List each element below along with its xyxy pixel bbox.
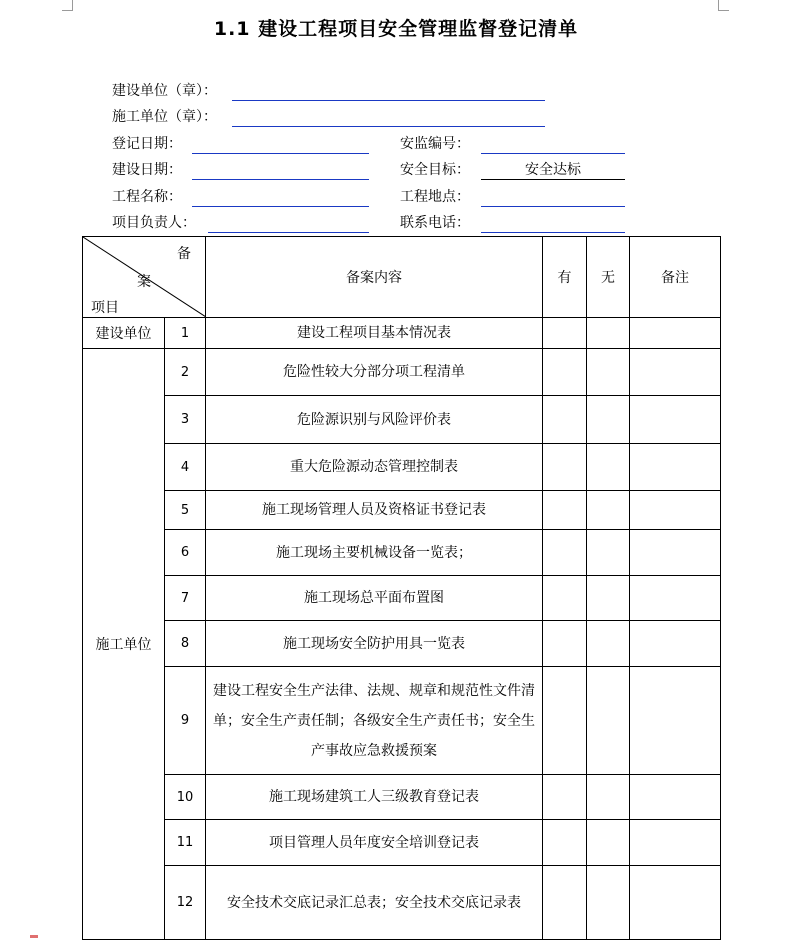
safety-code-label: 安监编号： xyxy=(400,136,470,152)
group-contractor: 施工单位 xyxy=(83,349,165,940)
table-row xyxy=(83,444,721,491)
no-cell[interactable] xyxy=(587,530,630,576)
row-content: 施工现场管理人员及资格证书登记表 xyxy=(206,491,543,530)
remark-cell[interactable] xyxy=(630,775,721,820)
project-site-field[interactable] xyxy=(481,188,625,207)
project-site-label: 工程地点： xyxy=(400,189,470,205)
yes-cell[interactable] xyxy=(543,775,587,820)
row-number: 6 xyxy=(165,530,206,576)
project-manager-label: 项目负责人： xyxy=(112,215,196,231)
table-row xyxy=(83,866,721,940)
yes-cell[interactable] xyxy=(543,318,587,349)
contractor-unit-field[interactable] xyxy=(232,108,545,127)
no-cell[interactable] xyxy=(587,444,630,491)
row-content: 施工现场建筑工人三级教育登记表 xyxy=(206,775,543,820)
row-content: 建设工程安全生产法律、法规、规章和规范性文件清单；安全生产责任制；各级安全生产责任书；安全生产事故应急救援预案 xyxy=(206,667,543,775)
no-cell[interactable] xyxy=(587,576,630,621)
margin-corner-left xyxy=(62,0,73,11)
row-content: 施工现场安全防护用具一览表 xyxy=(206,621,543,667)
row-content: 重大危险源动态管理控制表 xyxy=(206,444,543,491)
no-cell[interactable] xyxy=(587,396,630,444)
table-row xyxy=(83,396,721,444)
row-number: 11 xyxy=(165,820,206,866)
header-content: 备案内容 xyxy=(206,237,543,318)
no-cell[interactable] xyxy=(587,318,630,349)
row-content: 危险性较大分部分项工程清单 xyxy=(206,349,543,396)
row-number: 5 xyxy=(165,491,206,530)
remark-cell[interactable] xyxy=(630,396,721,444)
no-cell[interactable] xyxy=(587,866,630,940)
diag-label-top: 备 xyxy=(177,246,191,262)
remark-cell[interactable] xyxy=(630,444,721,491)
project-name-label: 工程名称： xyxy=(112,189,182,205)
table-header-row xyxy=(83,237,721,318)
row-number: 9 xyxy=(165,667,206,775)
project-manager-field[interactable] xyxy=(208,214,369,233)
contractor-unit-label: 施工单位（章）： xyxy=(112,109,217,125)
build-date-label: 建设日期： xyxy=(112,162,182,178)
row-number: 4 xyxy=(165,444,206,491)
table-row xyxy=(83,576,721,621)
table-row xyxy=(83,667,721,775)
table-row xyxy=(83,530,721,576)
no-cell[interactable] xyxy=(587,349,630,396)
phone-label: 联系电话： xyxy=(400,215,470,231)
remark-cell[interactable] xyxy=(630,621,721,667)
safety-code-field[interactable] xyxy=(481,135,625,154)
remark-cell[interactable] xyxy=(630,820,721,866)
row-number: 2 xyxy=(165,349,206,396)
remark-cell[interactable] xyxy=(630,866,721,940)
row-number: 1 xyxy=(165,318,206,349)
yes-cell[interactable] xyxy=(543,667,587,775)
table-row xyxy=(83,775,721,820)
remark-cell[interactable] xyxy=(630,667,721,775)
row-number: 8 xyxy=(165,621,206,667)
table-row xyxy=(83,820,721,866)
project-name-field[interactable] xyxy=(192,188,369,207)
no-cell[interactable] xyxy=(587,491,630,530)
row-number: 7 xyxy=(165,576,206,621)
row-number: 12 xyxy=(165,866,206,940)
build-date-field[interactable] xyxy=(192,161,369,180)
row-number: 3 xyxy=(165,396,206,444)
yes-cell[interactable] xyxy=(543,491,587,530)
yes-cell[interactable] xyxy=(543,530,587,576)
diag-label-mid: 案 xyxy=(137,274,151,290)
no-cell[interactable] xyxy=(587,775,630,820)
remark-cell[interactable] xyxy=(630,530,721,576)
diagonal-header-cell xyxy=(83,237,206,318)
row-content: 施工现场总平面布置图 xyxy=(206,576,543,621)
table-row xyxy=(83,349,721,396)
phone-field[interactable] xyxy=(481,214,625,233)
no-cell[interactable] xyxy=(587,621,630,667)
row-content: 施工现场主要机械设备一览表； xyxy=(206,530,543,576)
yes-cell[interactable] xyxy=(543,621,587,667)
yes-cell[interactable] xyxy=(543,866,587,940)
document-title: 1.1 建设工程项目安全管理监督登记清单 xyxy=(213,18,579,40)
construction-unit-label: 建设单位（章）： xyxy=(112,83,217,99)
yes-cell[interactable] xyxy=(543,396,587,444)
remark-cell[interactable] xyxy=(630,349,721,396)
yes-cell[interactable] xyxy=(543,349,587,396)
table-row xyxy=(83,621,721,667)
remark-cell[interactable] xyxy=(630,318,721,349)
header-yes: 有 xyxy=(543,237,587,318)
row-content: 安全技术交底记录汇总表；安全技术交底记录表 xyxy=(206,866,543,940)
registration-table xyxy=(82,236,721,940)
page-marker xyxy=(30,935,38,938)
header-remark: 备注 xyxy=(630,237,721,318)
table-row xyxy=(83,491,721,530)
margin-corner-right xyxy=(718,0,729,11)
header-no: 无 xyxy=(587,237,630,318)
construction-unit-field[interactable] xyxy=(232,82,545,101)
remark-cell[interactable] xyxy=(630,576,721,621)
yes-cell[interactable] xyxy=(543,820,587,866)
safety-goal-field[interactable]: 安全达标 xyxy=(481,161,625,180)
remark-cell[interactable] xyxy=(630,491,721,530)
register-date-label: 登记日期： xyxy=(112,136,182,152)
row-content: 危险源识别与风险评价表 xyxy=(206,396,543,444)
no-cell[interactable] xyxy=(587,820,630,866)
table-row xyxy=(83,318,721,349)
row-content: 项目管理人员年度安全培训登记表 xyxy=(206,820,543,866)
no-cell[interactable] xyxy=(587,667,630,775)
yes-cell[interactable] xyxy=(543,576,587,621)
safety-goal-label: 安全目标： xyxy=(400,162,470,178)
register-date-field[interactable] xyxy=(192,135,369,154)
row-number: 10 xyxy=(165,775,206,820)
row-content: 建设工程项目基本情况表 xyxy=(206,318,543,349)
group-construction: 建设单位 xyxy=(83,318,165,349)
yes-cell[interactable] xyxy=(543,444,587,491)
diag-label-bottom: 项目 xyxy=(91,300,119,316)
